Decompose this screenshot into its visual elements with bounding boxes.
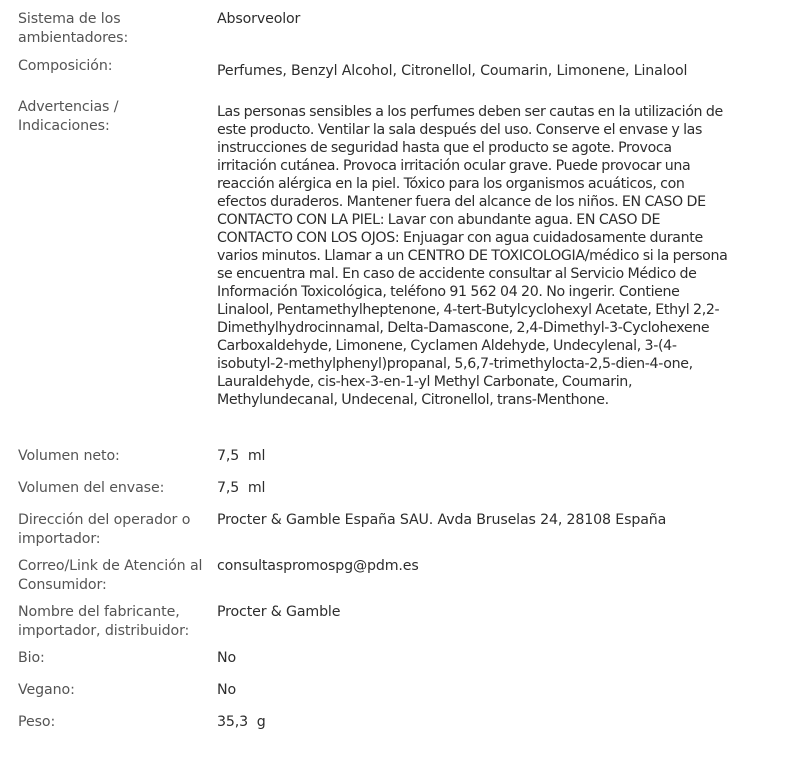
- spec-label: Volumen del envase:: [18, 480, 165, 496]
- spec-label: Peso:: [18, 714, 56, 730]
- spec-value: No: [217, 650, 236, 666]
- spec-value: No: [217, 682, 236, 698]
- spec-label: Composición:: [18, 58, 113, 74]
- spec-value: 7,5 ml: [217, 448, 266, 464]
- spec-value: Perfumes, Benzyl Alcohol, Citronellol, Coumarin, Limonene, Linalool: [217, 63, 688, 79]
- spec-value: Las personas sensibles a los perfumes deben ser cautas en la utilización de este producto. Ventilar la sala después del uso. Conserve el envase y las instrucciones de seguridad hasta que el producto se agote. Provoca irritación cutánea. Provoca irritación ocular grave. Puede provocar una reacción alérgica en la piel. Tóxico para los organismos acuáticos, con efectos duraderos. Mantener fuera del alcance de los niños. EN CASO DE CONTACTO CON LA PIEL: Lavar con abundante agua. EN CASO DE CONTACTO CON LOS OJOS: Enjuagar con agua cuidadosamente durante varios minutos. Llamar a un CENTRO DE TOXICOLOGIA/médico si la persona se encuentra mal. En caso de accidente consultar al Servicio Médico de Información Toxicológica, teléfono 91 562 04 20. No ingerir. Contiene Linalool, Pentamethylheptenone, 4-tert-Butylcyclohexyl Acetate, Ethyl 2,2-Dimethylhydrocinnamal, Delta-Damascone, 2,4-Dimethyl-3-Cyclohexene Carboxaldehyde, Limonene, Cyclamen Aldehyde, Undecylenal, 3-(4-isobutyl-2-methylphenyl)propanal, 5,6,7-trimethylocta-2,5-dien-4-one, Lauraldehyde, cis-hex-3-en-1-yl Methyl Carbonate, Coumarin, Methylundecanal, Undecenal, Citronellol, trans-Menthone.: [217, 104, 728, 408]
- spec-value: Procter & Gamble: [217, 604, 341, 620]
- spec-label: Vegano:: [18, 682, 75, 698]
- spec-label: Advertencias / Indicaciones:: [18, 99, 119, 134]
- spec-value: Absorveolor: [217, 11, 301, 27]
- spec-label: Sistema de los ambientadores:: [18, 11, 129, 46]
- spec-label: Nombre del fabricante, importador, distribuidor:: [18, 604, 190, 639]
- spec-label: Volumen neto:: [18, 448, 120, 464]
- spec-value: consultaspromospg@pdm.es: [217, 558, 419, 574]
- spec-value: 35,3 g: [217, 714, 266, 730]
- spec-label: Dirección del operador o importador:: [18, 512, 191, 547]
- spec-value: Procter & Gamble España SAU. Avda Bruselas 24, 28108 España: [217, 512, 667, 528]
- spec-value: 7,5 ml: [217, 480, 266, 496]
- spec-label: Correo/Link de Atención al Consumidor:: [18, 558, 203, 593]
- spec-label: Bio:: [18, 650, 45, 666]
